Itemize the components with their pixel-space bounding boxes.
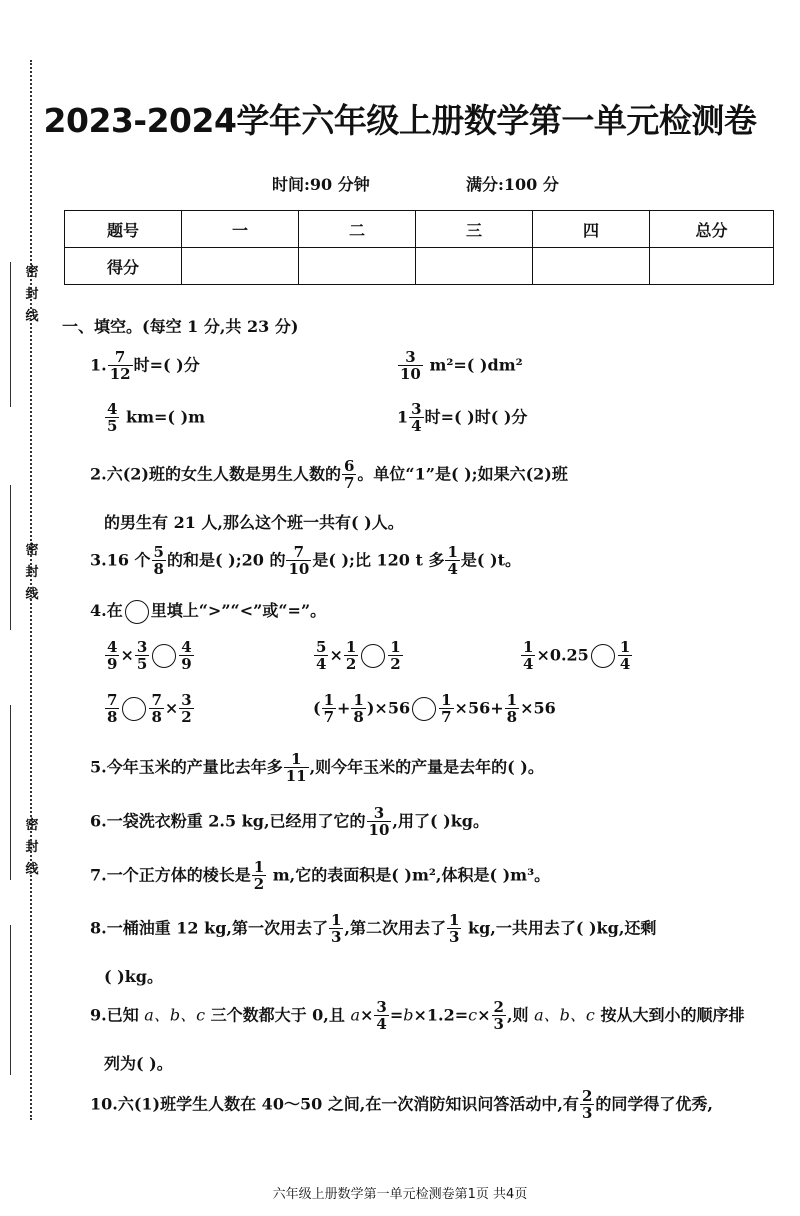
question-8-line2: ( )kg。 <box>104 967 163 986</box>
compare-circle[interactable] <box>591 644 615 668</box>
section-heading: 一、填空。(每空 1 分,共 23 分) <box>62 317 299 336</box>
table-cell: 二 <box>299 211 416 248</box>
question-9-line2: 列为( )。 <box>104 1054 173 1073</box>
binding-solid-line <box>10 705 11 880</box>
exam-full-score: 满分:100 分 <box>466 175 559 194</box>
question-10: 10.六(1)班学生人数在 40～50 之间,在一次消防知识问答活动中,有 $\frac{2}{3}$ 的同学得了优秀, <box>90 1087 713 1122</box>
compare-item: $\frac{5}{4}$ × $\frac{1}{2}$ $\frac{1}{2}$ <box>316 638 401 673</box>
table-cell: 四 <box>533 211 650 248</box>
question-1a: 1. $\frac{7}{12}$ 时=( )分 <box>90 348 200 383</box>
question-1d: 1 $\frac{3}{4}$ 时=( )时( )分 <box>397 400 528 435</box>
question-4: 4.在 里填上“>”“<”或“=”。 <box>90 598 326 624</box>
score-input-cell[interactable] <box>650 248 774 285</box>
score-input-cell[interactable] <box>299 248 416 285</box>
page-footer: 六年级上册数学第一单元检测卷第1页 共4页 <box>272 1187 528 1202</box>
table-cell: 总分 <box>650 211 774 248</box>
table-cell: 题号 <box>65 211 182 248</box>
seal-label: 密 封 线 <box>25 818 39 877</box>
score-table <box>64 210 774 285</box>
compare-circle[interactable] <box>152 644 176 668</box>
compare-item: ( $\frac{1}{7}$ + $\frac{1}{8}$ )×56 $\frac{1}{7}$ ×56+ $\frac{1}{8}$ ×56 <box>313 691 556 726</box>
table-cell: 三 <box>416 211 533 248</box>
compare-item: $\frac{7}{8}$ $\frac{7}{8}$ × $\frac{3}{2}$ <box>107 691 192 726</box>
table-cell: 一 <box>182 211 299 248</box>
table-cell: 得分 <box>65 248 182 285</box>
seal-label: 密 封 线 <box>25 543 39 602</box>
binding-solid-line <box>10 485 11 630</box>
compare-item: $\frac{4}{9}$ × $\frac{3}{5}$ $\frac{4}{9}$ <box>107 638 192 673</box>
binding-solid-line <box>10 262 11 407</box>
question-1c: $\frac{4}{5}$ km=( )m <box>107 400 206 435</box>
question-1b: $\frac{3}{10}$ m²=( )dm² <box>400 348 523 383</box>
compare-circle <box>125 600 149 624</box>
question-6: 6.一袋洗衣粉重 2.5 kg,已经用了它的 $\frac{3}{10}$ ,用了( )kg。 <box>90 804 489 839</box>
seal-label: 密 封 线 <box>25 265 39 324</box>
compare-circle[interactable] <box>361 644 385 668</box>
question-5: 5.今年玉米的产量比去年多 $\frac{1}{11}$ ,则今年玉米的产量是去年的( )。 <box>90 750 544 785</box>
score-table-header-row <box>65 211 774 248</box>
question-2: 2.六(2)班的女生人数是男生人数的 $\frac{6}{7}$ 。单位“1”是( );如果六(2)班 <box>90 457 568 492</box>
compare-circle[interactable] <box>122 697 146 721</box>
score-input-cell[interactable] <box>182 248 299 285</box>
page-title: 2023-2024学年六年级上册数学第一单元检测卷 <box>43 101 757 140</box>
compare-circle[interactable] <box>412 697 436 721</box>
score-table-score-row <box>65 248 774 285</box>
score-input-cell[interactable] <box>533 248 650 285</box>
question-9: 9.已知 a、b、c 三个数都大于 0,且 a× $\frac{3}{4}$ =b×1.2=c× $\frac{2}{3}$ ,则 a、b、c 按从大到小的顺序排 <box>90 998 745 1033</box>
compare-item: $\frac{1}{4}$ ×0.25 $\frac{1}{4}$ <box>523 638 631 673</box>
score-input-cell[interactable] <box>416 248 533 285</box>
question-8: 8.一桶油重 12 kg,第一次用去了 $\frac{1}{3}$ ,第二次用去了 $\frac{1}{3}$ kg,一共用去了( )kg,还剩 <box>90 911 657 946</box>
exam-time: 时间:90 分钟 <box>272 175 370 194</box>
question-7: 7.一个正方体的棱长是 $\frac{1}{2}$ m,它的表面积是( )m²,体积是( )m³。 <box>90 858 551 893</box>
question-2-line2: 的男生有 21 人,那么这个班一共有( )人。 <box>104 513 404 532</box>
question-3: 3.16 个 $\frac{5}{8}$ 的和是( );20 的 $\frac{7}{10}$ 是( );比 120 t 多 $\frac{1}{4}$ 是( )t。 <box>90 543 521 578</box>
binding-solid-line <box>10 925 11 1075</box>
